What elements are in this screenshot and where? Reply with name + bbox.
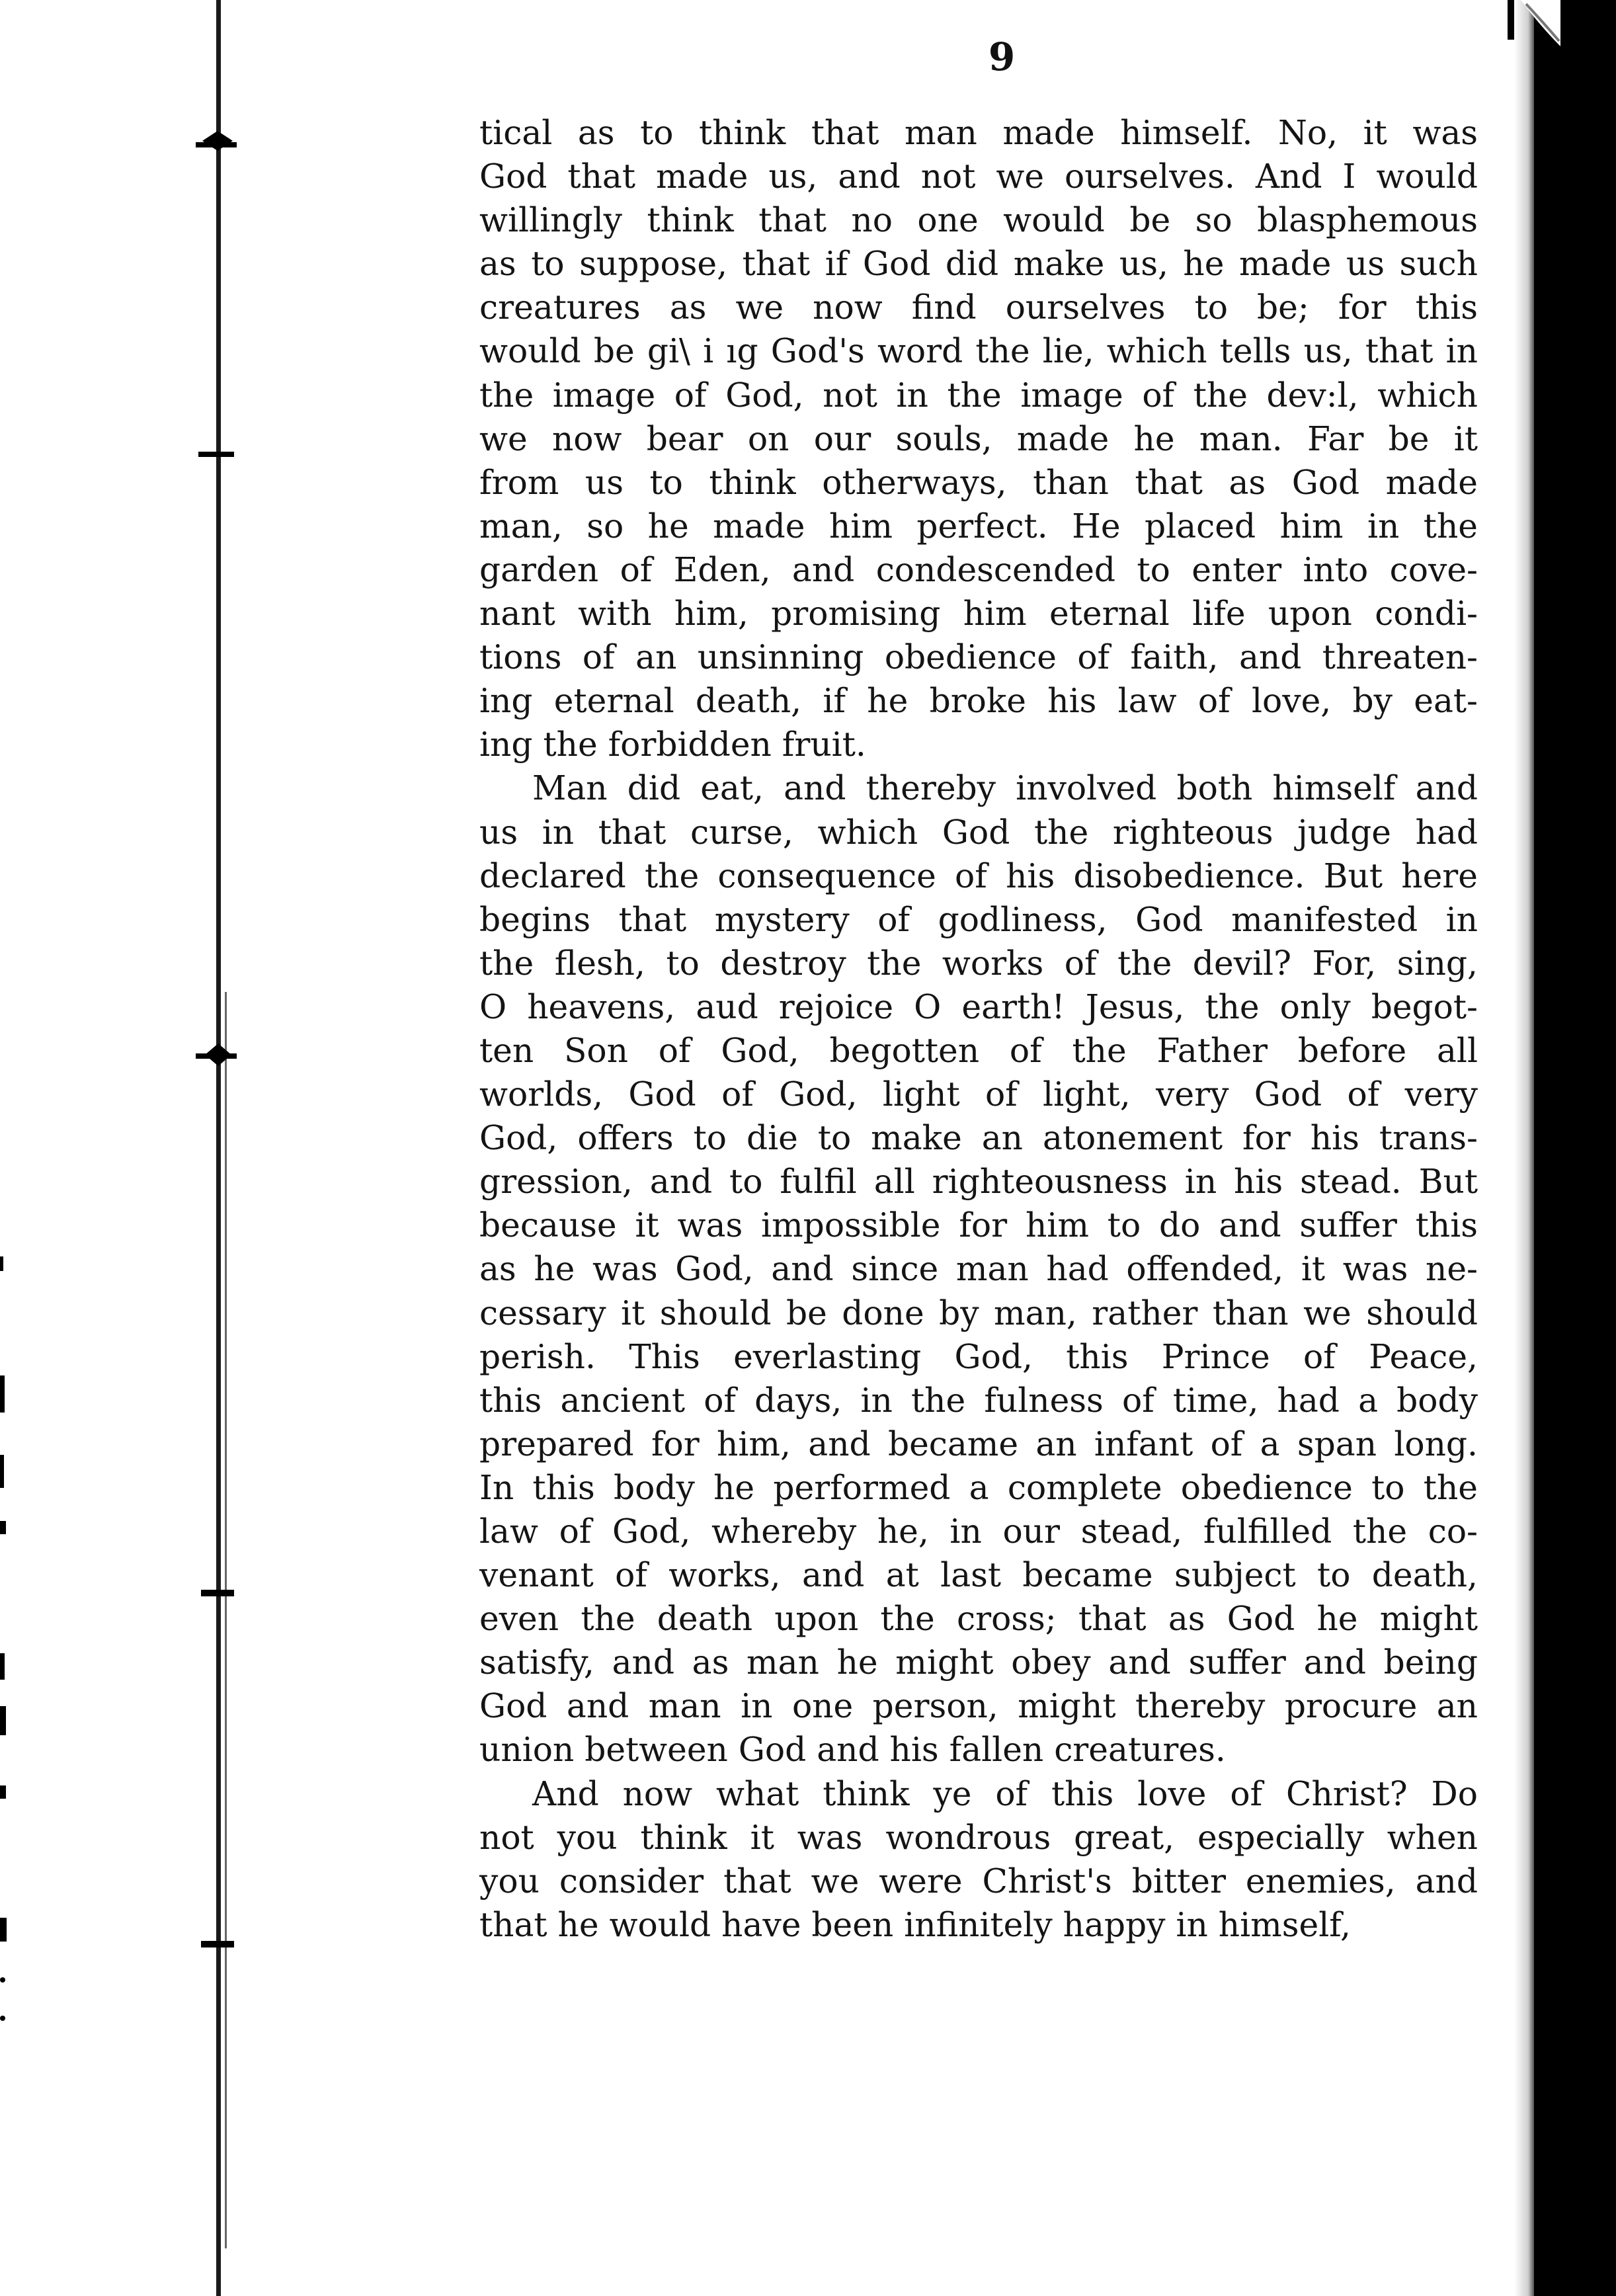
paragraph bbox=[479, 766, 1478, 1772]
text-line: God, offers to die to make an atonement for his trans- bbox=[479, 1118, 1478, 1158]
page-edge-shadow bbox=[1514, 0, 1534, 2296]
text-line: prepared for him, and became an infant of a span long. bbox=[479, 1424, 1478, 1463]
facing-page-bleed bbox=[0, 1977, 5, 1983]
text-line: creatures as we now find ourselves to be; for this bbox=[479, 288, 1478, 327]
text-line: as he was God, and since man had offended, it was ne- bbox=[479, 1249, 1478, 1289]
text-line: O heavens, aud rejoice O earth! Jesus, the only begot- bbox=[479, 987, 1478, 1026]
facing-page-bleed bbox=[0, 1706, 6, 1735]
text-line: venant of works, and at last became subject to death, bbox=[479, 1555, 1478, 1595]
facing-page-bleed bbox=[0, 1256, 3, 1271]
binding-gutter-line bbox=[216, 0, 221, 2296]
text-line: would be gi\ i ıg God's word the lie, which tells us, that in bbox=[479, 331, 1478, 371]
text-line: law of God, whereby he, in our stead, fulfilled the co- bbox=[479, 1512, 1478, 1551]
facing-page-bleed bbox=[0, 1918, 7, 1942]
text-line: ing eternal death, if he broke his law of love, by eat- bbox=[479, 681, 1478, 721]
binding-stitch-mark bbox=[205, 1044, 231, 1066]
paragraph bbox=[479, 111, 1478, 766]
text-line: us in that curse, which God the righteous judge had bbox=[479, 812, 1478, 852]
text-line: satisfy, and as man he might obey and suffer and being bbox=[479, 1643, 1478, 1682]
text-line: God and man in one person, might thereby procure an bbox=[479, 1686, 1478, 1726]
text-line: because it was impossible for him to do and suffer this bbox=[479, 1206, 1478, 1245]
text-line: union between God and his fallen creatures. bbox=[479, 1730, 1226, 1770]
facing-page-bleed bbox=[0, 2016, 5, 2021]
text-line: not you think it was wondrous great, especially when bbox=[479, 1817, 1478, 1857]
binding-gutter-shadow bbox=[225, 992, 227, 2248]
text-line: as to suppose, that if God did make us, he made us such bbox=[479, 244, 1478, 284]
text-line: man, so he made him perfect. He placed him in the bbox=[479, 506, 1478, 546]
binding-stitch-mark bbox=[198, 452, 234, 457]
text-line: worlds, God of God, light of light, very God of very bbox=[479, 1075, 1478, 1114]
text-line: that he would have been infinitely happy in himself, bbox=[479, 1905, 1351, 1944]
facing-page-bleed bbox=[0, 1653, 5, 1680]
text-line: from us to think otherways, than that as God made bbox=[479, 462, 1478, 502]
page-corner-curl-icon bbox=[1521, 0, 1560, 46]
text-line: nant with him, promising him eternal life upon condi- bbox=[479, 594, 1478, 634]
text-line: garden of Eden, and condescended to enter into cove- bbox=[479, 550, 1478, 589]
text-line: tions of an unsinning obedience of faith, and threaten- bbox=[479, 637, 1478, 677]
text-line: perish. This everlasting God, this Prince of Peace, bbox=[479, 1336, 1478, 1376]
facing-page-bleed bbox=[0, 1455, 4, 1488]
text-line: In this body he performed a complete obedience to the bbox=[479, 1467, 1478, 1507]
text-line: tical as to think that man made himself. No, it was bbox=[479, 113, 1478, 152]
binding-stitch-mark bbox=[201, 1590, 234, 1596]
text-line: the flesh, to destroy the works of the devil? For, sing, bbox=[479, 943, 1478, 983]
text-line: begins that mystery of godliness, God manifested in bbox=[479, 899, 1478, 939]
binding-stitch-mark bbox=[201, 1941, 234, 1948]
scan-border-right bbox=[1534, 40, 1616, 2296]
paragraph bbox=[479, 1772, 1478, 1947]
text-line: willingly think that no one would be so blasphemous bbox=[479, 200, 1478, 240]
text-line: ten Son of God, begotten of the Father before all bbox=[479, 1030, 1478, 1070]
page-number: 9 bbox=[988, 34, 1016, 79]
facing-page-bleed bbox=[0, 1521, 6, 1534]
text-line: we now bear on our souls, made he man. Far be it bbox=[479, 419, 1478, 458]
text-line: ing the forbidden fruit. bbox=[479, 725, 866, 764]
body-text bbox=[479, 111, 1478, 1947]
text-line: cessary it should be done by man, rather than we should bbox=[479, 1293, 1478, 1332]
text-line: even the death upon the cross; that as God he might bbox=[479, 1599, 1478, 1639]
text-line: this ancient of days, in the fulness of time, had a body bbox=[479, 1380, 1478, 1420]
facing-page-bleed bbox=[0, 1785, 6, 1799]
facing-page-bleed bbox=[0, 1375, 5, 1413]
text-line: gression, and to fulfil all righteousness in his stead. But bbox=[479, 1162, 1478, 1202]
text-line: you consider that we were Christ's bitter enemies, and bbox=[479, 1861, 1478, 1901]
text-line: the image of God, not in the image of the dev:l, which bbox=[479, 375, 1478, 415]
text-line: God that made us, and not we ourselves. And I would bbox=[479, 157, 1478, 196]
text-line: declared the consequence of his disobedience. But here bbox=[479, 856, 1478, 895]
text-line: Man did eat, and thereby involved both himself and bbox=[532, 768, 1478, 808]
text-line: And now what think ye of this love of Christ? Do bbox=[532, 1774, 1478, 1813]
binding-stitch-mark bbox=[202, 131, 233, 151]
